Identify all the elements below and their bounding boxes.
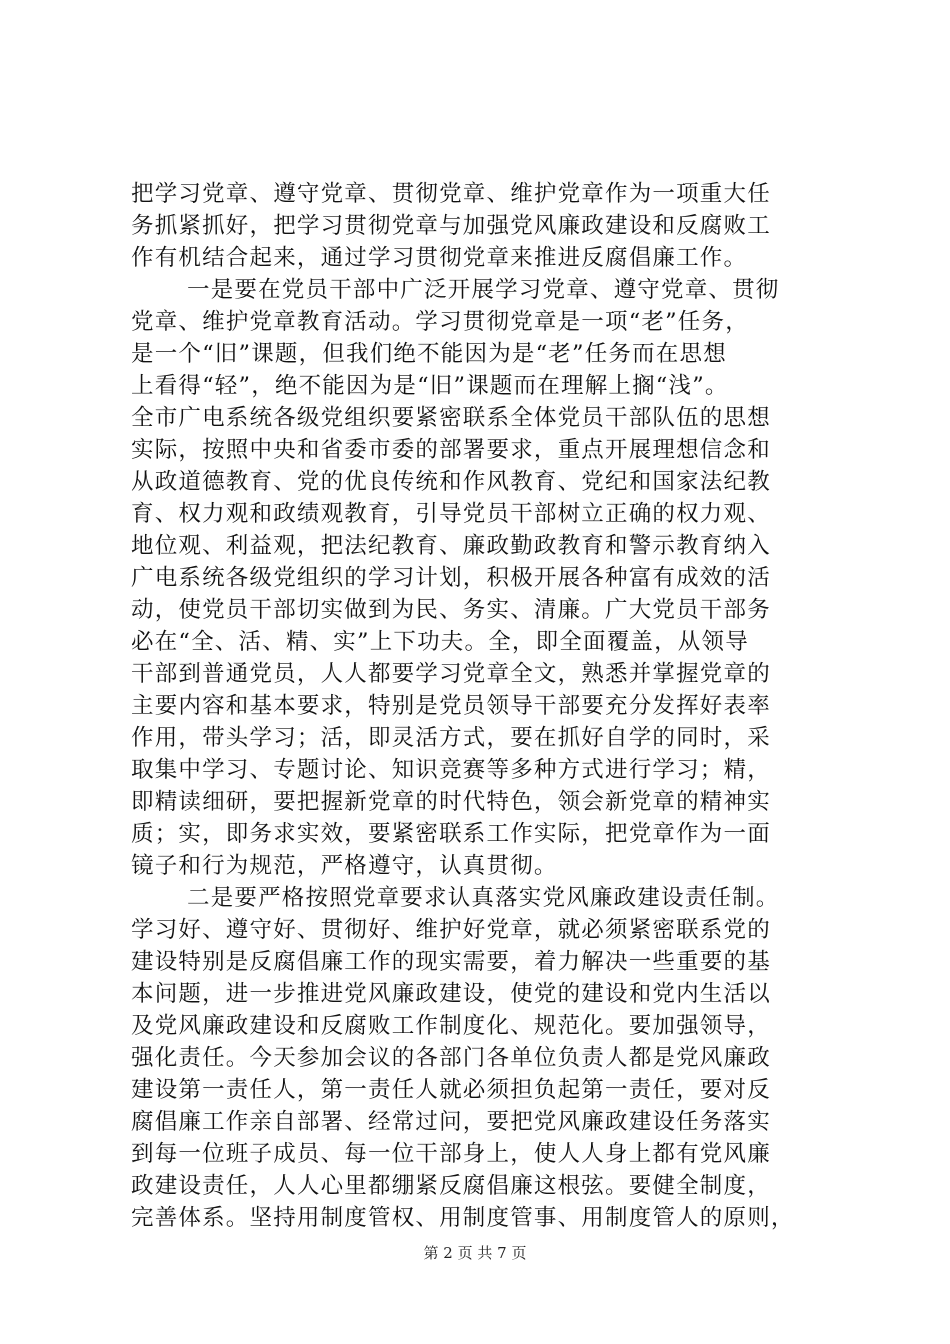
text-line: 本问题，进一步推进党风廉政建设，使党的建设和党内生活以 bbox=[131, 981, 771, 1007]
text-line: 全市广电系统各级党组织要紧密联系全体党员干部队伍的思想 bbox=[131, 405, 771, 431]
text-line: 政建设责任，人人心里都绷紧反腐倡廉这根弦。要健全制度， bbox=[131, 1173, 771, 1199]
text-line: 从政道德教育、党的优良传统和作风教育、党纪和国家法纪教 bbox=[131, 469, 771, 495]
text-line: 作有机结合起来，通过学习贯彻党章来推进反腐倡廉工作。 bbox=[131, 245, 748, 271]
text-line: 建设第一责任人，第一责任人就必须担负起第一责任，要对反 bbox=[131, 1077, 771, 1103]
text-line: 建设特别是反腐倡廉工作的现实需要，着力解决一些重要的基 bbox=[131, 949, 771, 975]
text-line: 质；实，即务求实效，要紧密联系工作实际，把党章作为一面 bbox=[131, 821, 771, 847]
text-line: 必在“全、活、精、实”上下功夫。全，即全面覆盖，从领导 bbox=[131, 629, 749, 655]
text-line: 作用，带头学习；活，即灵活方式，要在抓好自学的同时，采 bbox=[131, 725, 771, 751]
text-line: 腐倡廉工作亲自部署、经常过问，要把党风廉政建设任务落实 bbox=[131, 1109, 771, 1135]
text-line: 完善体系。坚持用制度管权、用制度管事、用制度管人的原则， bbox=[131, 1205, 795, 1231]
text-line: 学习好、遵守好、贯彻好、维护好党章，就必须紧密联系党的 bbox=[131, 917, 771, 943]
text-line: 动，使党员干部切实做到为民、务实、清廉。广大党员干部务 bbox=[131, 597, 771, 623]
text-line: 育、权力观和政绩观教育，引导党员干部树立正确的权力观、 bbox=[131, 501, 771, 527]
text-line: 镜子和行为规范，严格遵守，认真贯彻。 bbox=[131, 853, 558, 879]
text-line: 主要内容和基本要求，特别是党员领导干部要充分发挥好表率 bbox=[131, 693, 771, 719]
text-line: 广电系统各级党组织的学习计划，积极开展各种富有成效的活 bbox=[131, 565, 771, 591]
page-number: 第 2 页 共 7 页 bbox=[423, 1244, 527, 1262]
text-line: 党章、维护党章教育活动。学习贯彻党章是一项“老”任务， bbox=[131, 309, 749, 335]
text-line: 干部到普通党员，人人都要学习党章全文，熟悉并掌握党章的 bbox=[131, 661, 771, 687]
page-footer bbox=[0, 1242, 950, 1263]
text-line: 即精读细研，要把握新党章的时代特色，领会新党章的精神实 bbox=[131, 789, 771, 815]
text-line: 地位观、利益观，把法纪教育、廉政勤政教育和警示教育纳入 bbox=[131, 533, 771, 559]
text-line: 到每一位班子成员、每一位干部身上，使人人身上都有党风廉 bbox=[131, 1141, 771, 1167]
text-line: 上看得“轻”，绝不能因为是“旧”课题而在理解上搁“浅”。 bbox=[131, 373, 729, 399]
text-line: 务抓紧抓好，把学习贯彻党章与加强党风廉政建设和反腐败工 bbox=[131, 213, 771, 239]
text-line: 实际，按照中央和省委市委的部署要求，重点开展理想信念和 bbox=[131, 437, 771, 463]
document-body bbox=[131, 178, 831, 1234]
paragraph-start-line: 二是要严格按照党章要求认真落实党风廉政建设责任制。 bbox=[187, 885, 780, 911]
text-line: 及党风廉政建设和反腐败工作制度化、规范化。要加强领导， bbox=[131, 1013, 771, 1039]
text-line: 把学习党章、遵守党章、贯彻党章、维护党章作为一项重大任 bbox=[131, 181, 771, 207]
text-line: 取集中学习、专题讨论、知识竞赛等多种方式进行学习；精， bbox=[131, 757, 771, 783]
text-line: 是一个“旧”课题，但我们绝不能因为是“老”任务而在思想 bbox=[131, 341, 727, 367]
paragraph-start-line: 一是要在党员干部中广泛开展学习党章、遵守党章、贯彻 bbox=[187, 277, 780, 303]
text-line: 强化责任。今天参加会议的各部门各单位负责人都是党风廉政 bbox=[131, 1045, 771, 1071]
